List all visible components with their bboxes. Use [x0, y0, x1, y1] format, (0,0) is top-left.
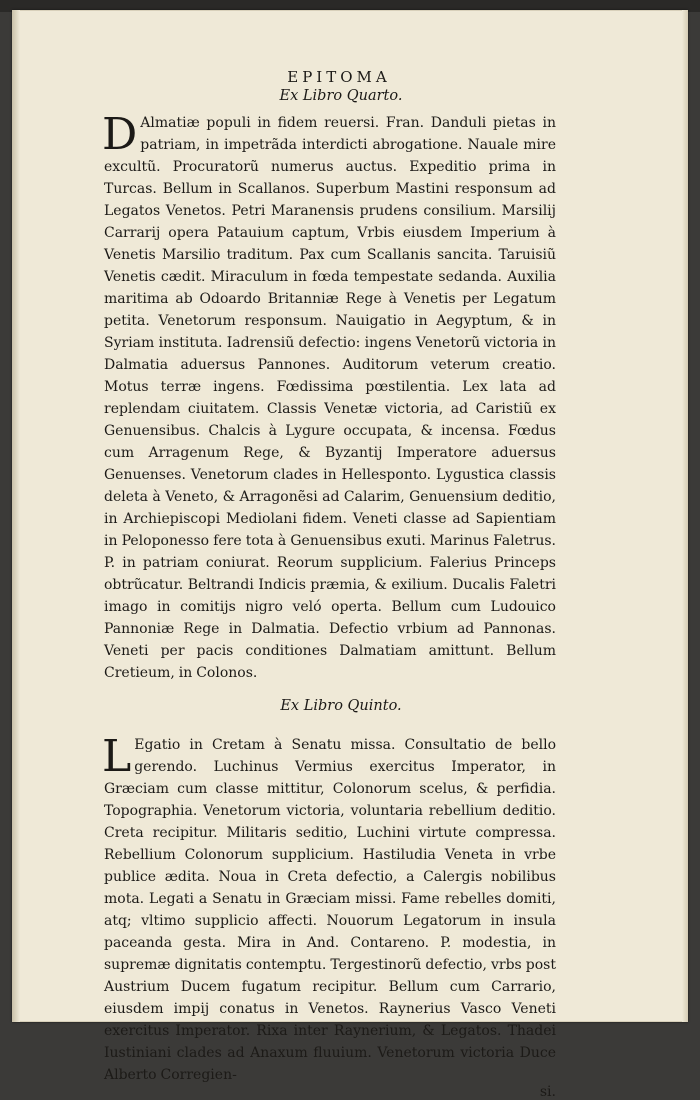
section-heading-book-four: Ex Libro Quarto.	[279, 88, 403, 104]
summary-book-four-text: Almatiæ populi in fidem reuersi. Fran. Danduli pietas in patriam, in impetrãda interdicti abrogatione. Nauale mire excultũ. Procuratorũ numerus auctus. Expeditio prima in Turcas. Bellum in Scallanos. Superbum Mastini responsum ad Legatos Venetos. Petri Maranensis prudens consilium. Marsilij Carrarij opera Patauium captum, Vrbis eiusdem Imperium à Venetis Marsilio traditum. Pax cum Scallanis sancita. Taruisiũ Venetis cædit. Miraculum in fœda tempestate sedanda. Auxilia maritima ab Odoardo Britanniæ Rege à Venetis per Legatum petita. Venetorum responsum. Nauigatio in Aegyptum, & in Syriam instituta. Iadrensiũ defectio: ingens Venetorũ victoria in Dalmatia aduersus Pannones. Auditorum veterum creatio. Motus terræ ingens. Fœdissima pœstilentia. Lex lata ad replendam ciuitatem. Classis Venetæ victoria, ad Caristiũ ex Genuensibus. Chalcis à Lygure occupata, & incensa. Fœdus cum Arragenum Rege, & Byzantij Imperatore aduersus Genuenses. Venetorum clades in Hellesponto. Lygustica classis deleta à Veneto, & Arragonẽsi ad Calarim, Genuensium deditio, in Archiepiscopi Mediolani fidem. Veneti classe ad Sapientiam in Peloponesso fere tota à Genuensibus exuti. Marinus Faletrus. P. in patriam coniurat. Reorum supplicium. Falerius Princeps obtrũcatur. Beltrandi Indicis præmia, & exilium. Ducalis Faletri imago in comitijs nigro veló operta. Bellum cum Ludouico Pannoniæ Rege in Dalmatia. Defectio vrbium ad Pannonas. Veneti per pacis conditiones Dalmatiam amittunt. Bellum Cretieum, in Colonos.	[104, 115, 556, 681]
page-edge	[682, 10, 688, 1022]
page-gutter	[12, 10, 20, 1022]
running-head: EPITOMA	[287, 68, 391, 86]
drop-capital-l: L	[102, 731, 132, 782]
summary-book-five	[102, 731, 556, 1086]
page-content	[104, 68, 556, 1100]
summary-book-five-text: Egatio in Cretam à Senatu missa. Consultatio de bello gerendo. Luchinus Vermius exercitus Imperator, in Græciam cum classe mittitur, Colonorum scelus, & perfidia. Topographia. Venetorum victoria, voluntaria rebellium deditio. Creta recipitur. Militaris seditio, Luchini virtute compressa. Rebellium Colonorum supplicium. Hastiludia Veneta in vrbe publice ædita. Noua in Creta defectio, a Calergis nobilibus mota. Legati a Senatu in Græciam missi. Fame rebelles domiti, atq; vltimo supplicio affecti. Nouorum Legatorum in insula paceanda gesta. Mira in And. Contareno. P. modestia, in supremæ dignitatis contemptu. Tergestinorũ defectio, vrbs post Austrium Ducem fugatum recipitur. Bellum cum Carrario, eiusdem impij conatus in Venetos. Raynerius Vasco Veneti exercitus Imperator. Rixa inter Raynerium, & Legatos. Thadei Iustiniani clades ad Anaxum fluuium. Venetorum victoria Duce Alberto Corregien-	[104, 737, 556, 1083]
catchword: si.	[539, 1084, 556, 1100]
section-heading-book-five: Ex Libro Quinto.	[280, 698, 402, 714]
summary-book-four	[102, 109, 556, 684]
drop-capital-d: D	[102, 109, 138, 160]
book-page	[12, 10, 688, 1100]
